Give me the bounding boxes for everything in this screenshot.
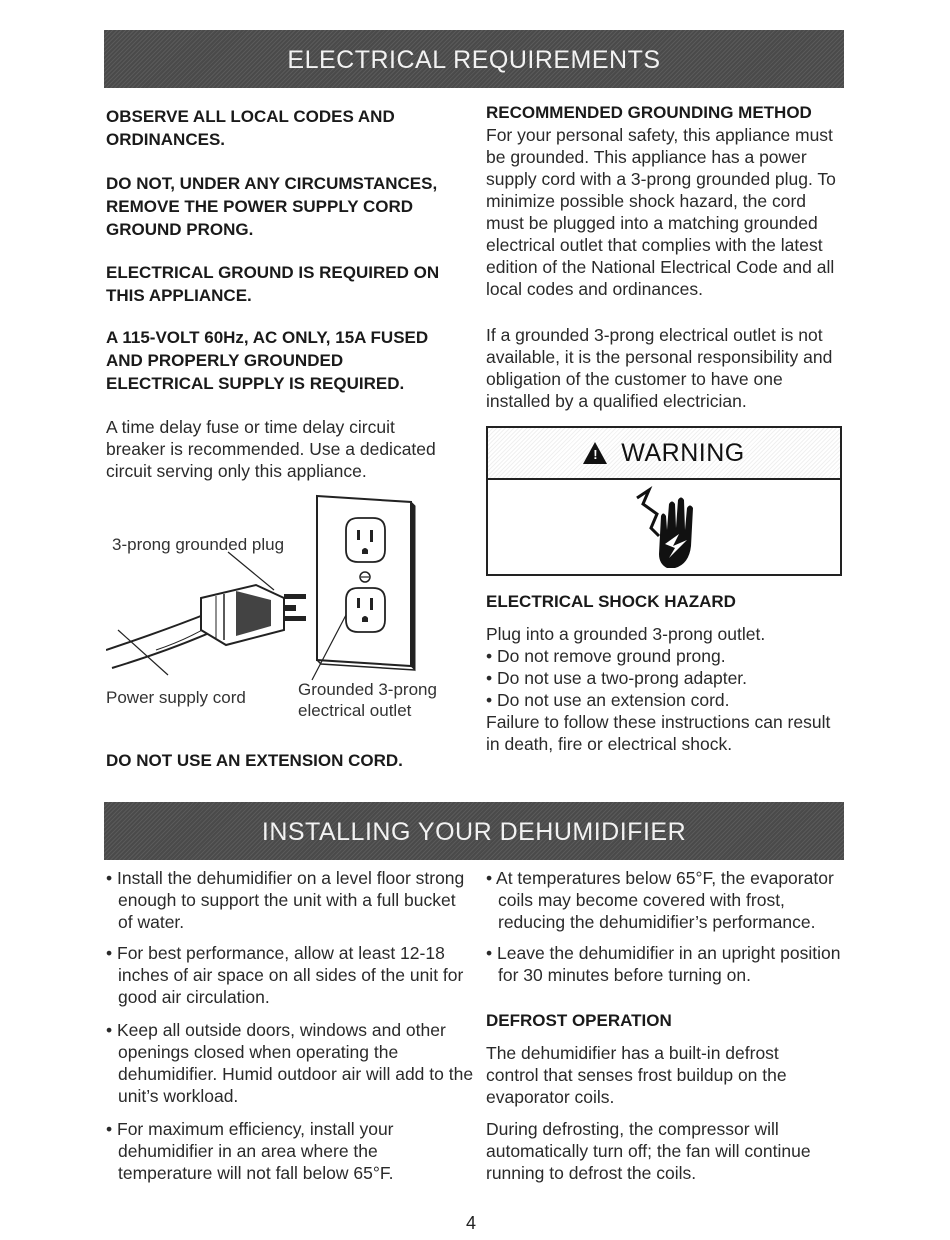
fuse-paragraph: A time delay fuse or time delay circuit breaker is recommended. Use a dedicated circuit serving only this appliance. [106, 417, 436, 481]
cord-caption: Power supply cord [106, 688, 246, 707]
defrost-paragraph-1: The dehumidifier has a built-in defrost control that senses frost buildup on the evaporator coils. [486, 1043, 787, 1107]
warning-line-1: Plug into a grounded 3-prong outlet. [486, 624, 766, 644]
plug-caption: 3-prong grounded plug [112, 535, 285, 554]
warning-box [486, 426, 842, 576]
shock-hazard-icon [631, 484, 701, 572]
grounding-method-heading: RECOMMENDED GROUNDING METHOD [486, 103, 812, 122]
install-bullet: • Leave the dehumidifier in an upright position for 30 minutes before turning on. [486, 943, 841, 985]
outlet-responsibility-paragraph: If a grounded 3-prong electrical outlet is not available, it is the personal responsibility and obligation of the customer to have one installed by a qualified electrician. [486, 325, 833, 411]
outlet-receptacle-top [346, 518, 385, 562]
ground-prong-heading: DO NOT, UNDER ANY CIRCUMSTANCES, REMOVE THE POWER SUPPLY CORD GROUND PRONG. [106, 174, 438, 239]
electrical-requirements-banner: ELECTRICAL REQUIREMENTS [104, 30, 844, 88]
outlet-receptacle-bottom [346, 588, 385, 632]
codes-heading: OBSERVE ALL LOCAL CODES AND ORDINANCES. [106, 107, 395, 149]
page-number: 4 [466, 1213, 477, 1233]
power-cord [106, 612, 216, 668]
warning-bullet: • Do not use an extension cord. [486, 690, 730, 710]
plug-leader-line [228, 552, 274, 590]
outlet-caption-1: Grounded 3-prong [298, 680, 437, 699]
install-bullet: • Keep all outside doors, windows and other openings closed when operating the dehumidifier. Humid outdoor air will add to the unit’s workload. [106, 1020, 474, 1106]
plug-body [201, 585, 306, 645]
ground-required-heading: ELECTRICAL GROUND IS REQUIRED ON THIS APPLIANCE. [106, 263, 440, 305]
grounding-method-paragraph: For your personal safety, this appliance must be grounded. This appliance has a power supply cord with a 3-prong grounded plug. To minimize possible shock hazard, the cord must be plugged into a matching grounded electrical outlet that complies with the latest edition of the National Electrical Code and all local codes and ordinances. [486, 125, 836, 299]
shock-hazard-heading: ELECTRICAL SHOCK HAZARD [486, 592, 736, 611]
warning-footer: Failure to follow these instructions can result in death, fire or electrical shock. [486, 712, 831, 754]
outlet-caption-2: electrical outlet [298, 701, 412, 720]
warning-bullet: • Do not use a two-prong adapter. [486, 668, 748, 688]
defrost-heading: DEFROST OPERATION [486, 1011, 672, 1030]
warning-header [488, 428, 840, 480]
voltage-heading: A 115-VOLT 60Hz, AC ONLY, 15A FUSED AND PROPERLY GROUNDED ELECTRICAL SUPPLY IS REQUIRED. [106, 328, 429, 393]
install-bullet: • At temperatures below 65°F, the evaporator coils may become covered with frost, reducing the dehumidifier’s performance. [486, 868, 834, 932]
warning-bullet: • Do not remove ground prong. [486, 646, 726, 666]
defrost-paragraph-2: During defrosting, the compressor will automatically turn off; the fan will continue running to defrost the coils. [486, 1119, 811, 1183]
extension-cord-heading: DO NOT USE AN EXTENSION CORD. [106, 751, 403, 770]
install-bullet: • For maximum efficiency, install your dehumidifier in an area where the temperature will not fall below 65°F. [106, 1119, 394, 1183]
warning-title: WARNING [621, 438, 745, 467]
install-bullet: • Install the dehumidifier on a level floor strong enough to support the unit with a full bucket of water. [106, 868, 465, 932]
warning-triangle-icon: ! [583, 442, 607, 464]
plug-outlet-illustration [106, 490, 446, 700]
installing-banner: INSTALLING YOUR DEHUMIDIFIER [104, 802, 844, 860]
install-bullet: • For best performance, allow at least 12-18 inches of air space on all sides of the unit for good air circulation. [106, 943, 464, 1007]
